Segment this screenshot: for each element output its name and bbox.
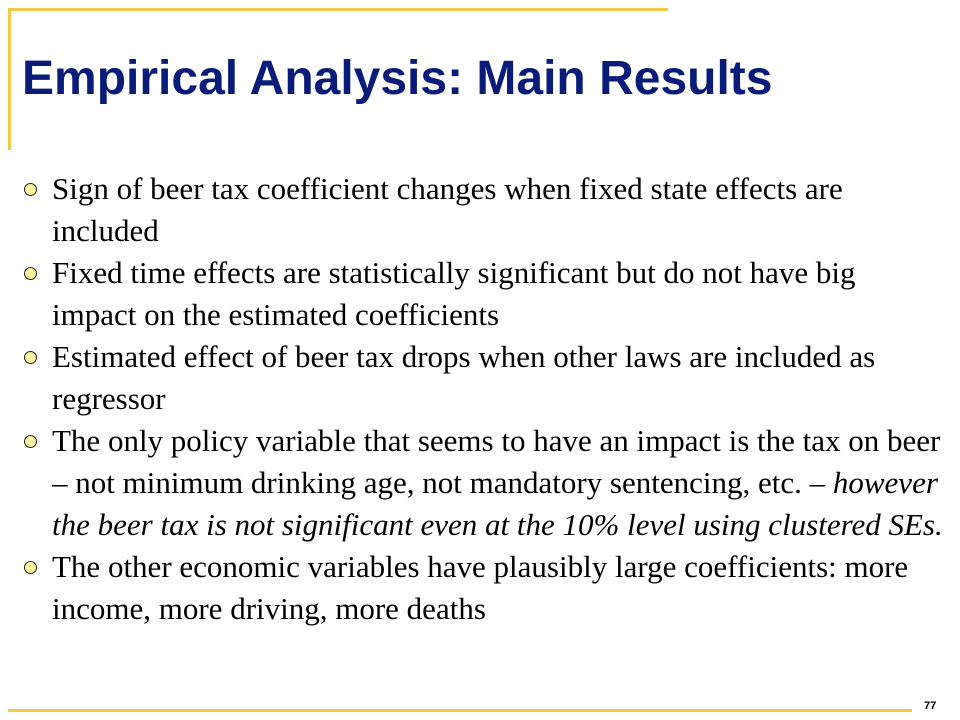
bullet-dot-icon xyxy=(24,435,37,448)
bullet-item xyxy=(24,168,944,252)
bullet-text: Estimated effect of beer tax drops when other laws are included as regressor xyxy=(52,339,876,416)
bullet-dot-icon xyxy=(24,267,37,280)
page-number: 77 xyxy=(924,700,937,712)
bullet-text: Sign of beer tax coefficient changes when fixed state effects are included xyxy=(52,171,843,248)
bullet-item xyxy=(24,420,944,546)
bullet-item xyxy=(24,546,944,630)
bullet-dot-icon xyxy=(24,351,37,364)
bullet-italic-text: however the beer tax is not significant even at the 10% level using clustered SEs. xyxy=(52,465,943,542)
bullet-list xyxy=(24,168,944,630)
bottom-accent-line xyxy=(8,709,912,712)
top-accent-line xyxy=(8,8,668,11)
bullet-text: The other economic variables have plausibly large coefficients: more income, more driving, more deaths xyxy=(52,549,909,626)
bullet-text: The only policy variable that seems to have an impact is the tax on beer – not minimum drinking age, not mandatory sentencing, etc. – xyxy=(52,423,941,500)
bullet-text: Fixed time effects are statistically significant but do not have big impact on the estimated coefficients xyxy=(52,255,856,332)
bullet-dot-icon xyxy=(24,183,37,196)
slide-title: Empirical Analysis: Main Results xyxy=(22,52,773,105)
bullet-item xyxy=(24,336,944,420)
left-accent-line xyxy=(8,8,11,150)
bullet-item xyxy=(24,252,944,336)
bullet-dot-icon xyxy=(24,561,37,574)
